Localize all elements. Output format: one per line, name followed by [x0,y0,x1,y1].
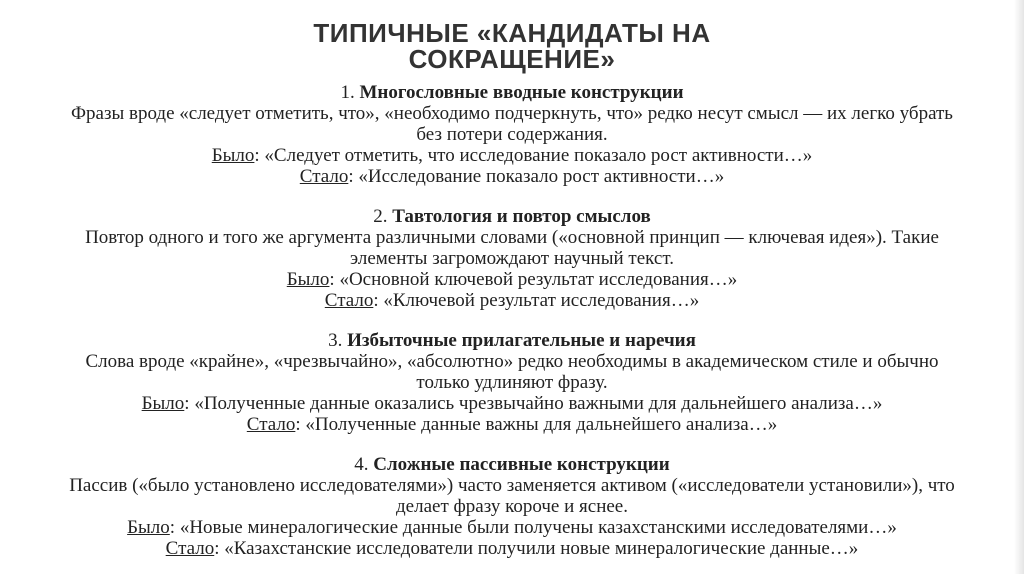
section-heading [8,330,1016,351]
slide-title-line-1: ТИПИЧНЫЕ «КАНДИДАТЫ НА [313,18,711,48]
after-example [8,166,1016,187]
after-example [8,290,1016,311]
section-description-line-2: элементы загромождают научный текст. [350,248,674,269]
section-number: 3. [328,330,348,351]
after-example [8,414,1016,435]
before-label: Было [211,145,255,166]
section-heading-text: Тавтология и повтор смыслов [392,206,651,227]
after-label: Стало [246,414,296,435]
after-text: : «Полученные данные важны для дальнейшего анализа…» [295,414,778,435]
before-label: Было [141,393,185,414]
before-example [8,269,1016,290]
before-example [8,393,1016,414]
before-text: : «Новые минералогические данные были получены казахстанскими исследователями…» [169,517,897,538]
section-3 [8,330,1016,435]
section-heading-text: Избыточные прилагательные и наречия [347,330,696,351]
section-heading-text: Многословные вводные конструкции [359,82,684,103]
before-label: Было [286,269,330,290]
section-description-line-1: Фразы вроде «следует отметить, что», «необходимо подчеркнуть, что» редко несут смысл — их легко убрать [71,103,953,124]
section-4 [8,454,1016,559]
section-number: 2. [373,206,393,227]
before-text: : «Основной ключевой результат исследования…» [329,269,738,290]
section-heading-text: Сложные пассивные конструкции [373,454,670,475]
slide-content [8,82,1016,559]
before-text: : «Полученные данные оказались чрезвычайно важными для дальнейшего анализа…» [184,393,883,414]
after-label: Стало [324,290,374,311]
after-text: : «Исследование показало рост активности…» [348,166,725,187]
after-text: : «Казахстанские исследователи получили новые минералогические данные…» [214,538,859,559]
section-1 [8,82,1016,187]
section-description-line-1: Слова вроде «крайне», «чрезвычайно», «абсолютно» редко необходимы в академическом стиле и обычно [85,351,939,372]
section-heading [8,82,1016,103]
before-example [8,145,1016,166]
after-text: : «Ключевой результат исследования…» [373,290,700,311]
section-description-line-1: Пассив («было установлено исследователями») часто заменяется активом («исследователи установили»), что [69,475,955,496]
before-text: : «Следует отметить, что исследование показало рост активности…» [254,145,813,166]
section-description-line-2: только удлиняют фразу. [416,372,608,393]
section-number: 4. [354,454,374,475]
slide-title [0,20,1024,72]
section-2 [8,206,1016,311]
after-example [8,538,1016,559]
after-label: Стало [299,166,349,187]
section-description-line-2: делает фразу короче и яснее. [396,496,628,517]
after-label: Стало [165,538,215,559]
section-number: 1. [340,82,360,103]
before-example [8,517,1016,538]
section-heading [8,454,1016,475]
section-description-line-2: без потери содержания. [416,124,608,145]
slide-title-line-2: СОКРАЩЕНИЕ» [408,44,616,74]
before-label: Было [127,517,170,538]
section-description-line-1: Повтор одного и того же аргумента различными словами («основной принцип — ключевая идея»). Такие [85,227,939,248]
section-heading [8,206,1016,227]
